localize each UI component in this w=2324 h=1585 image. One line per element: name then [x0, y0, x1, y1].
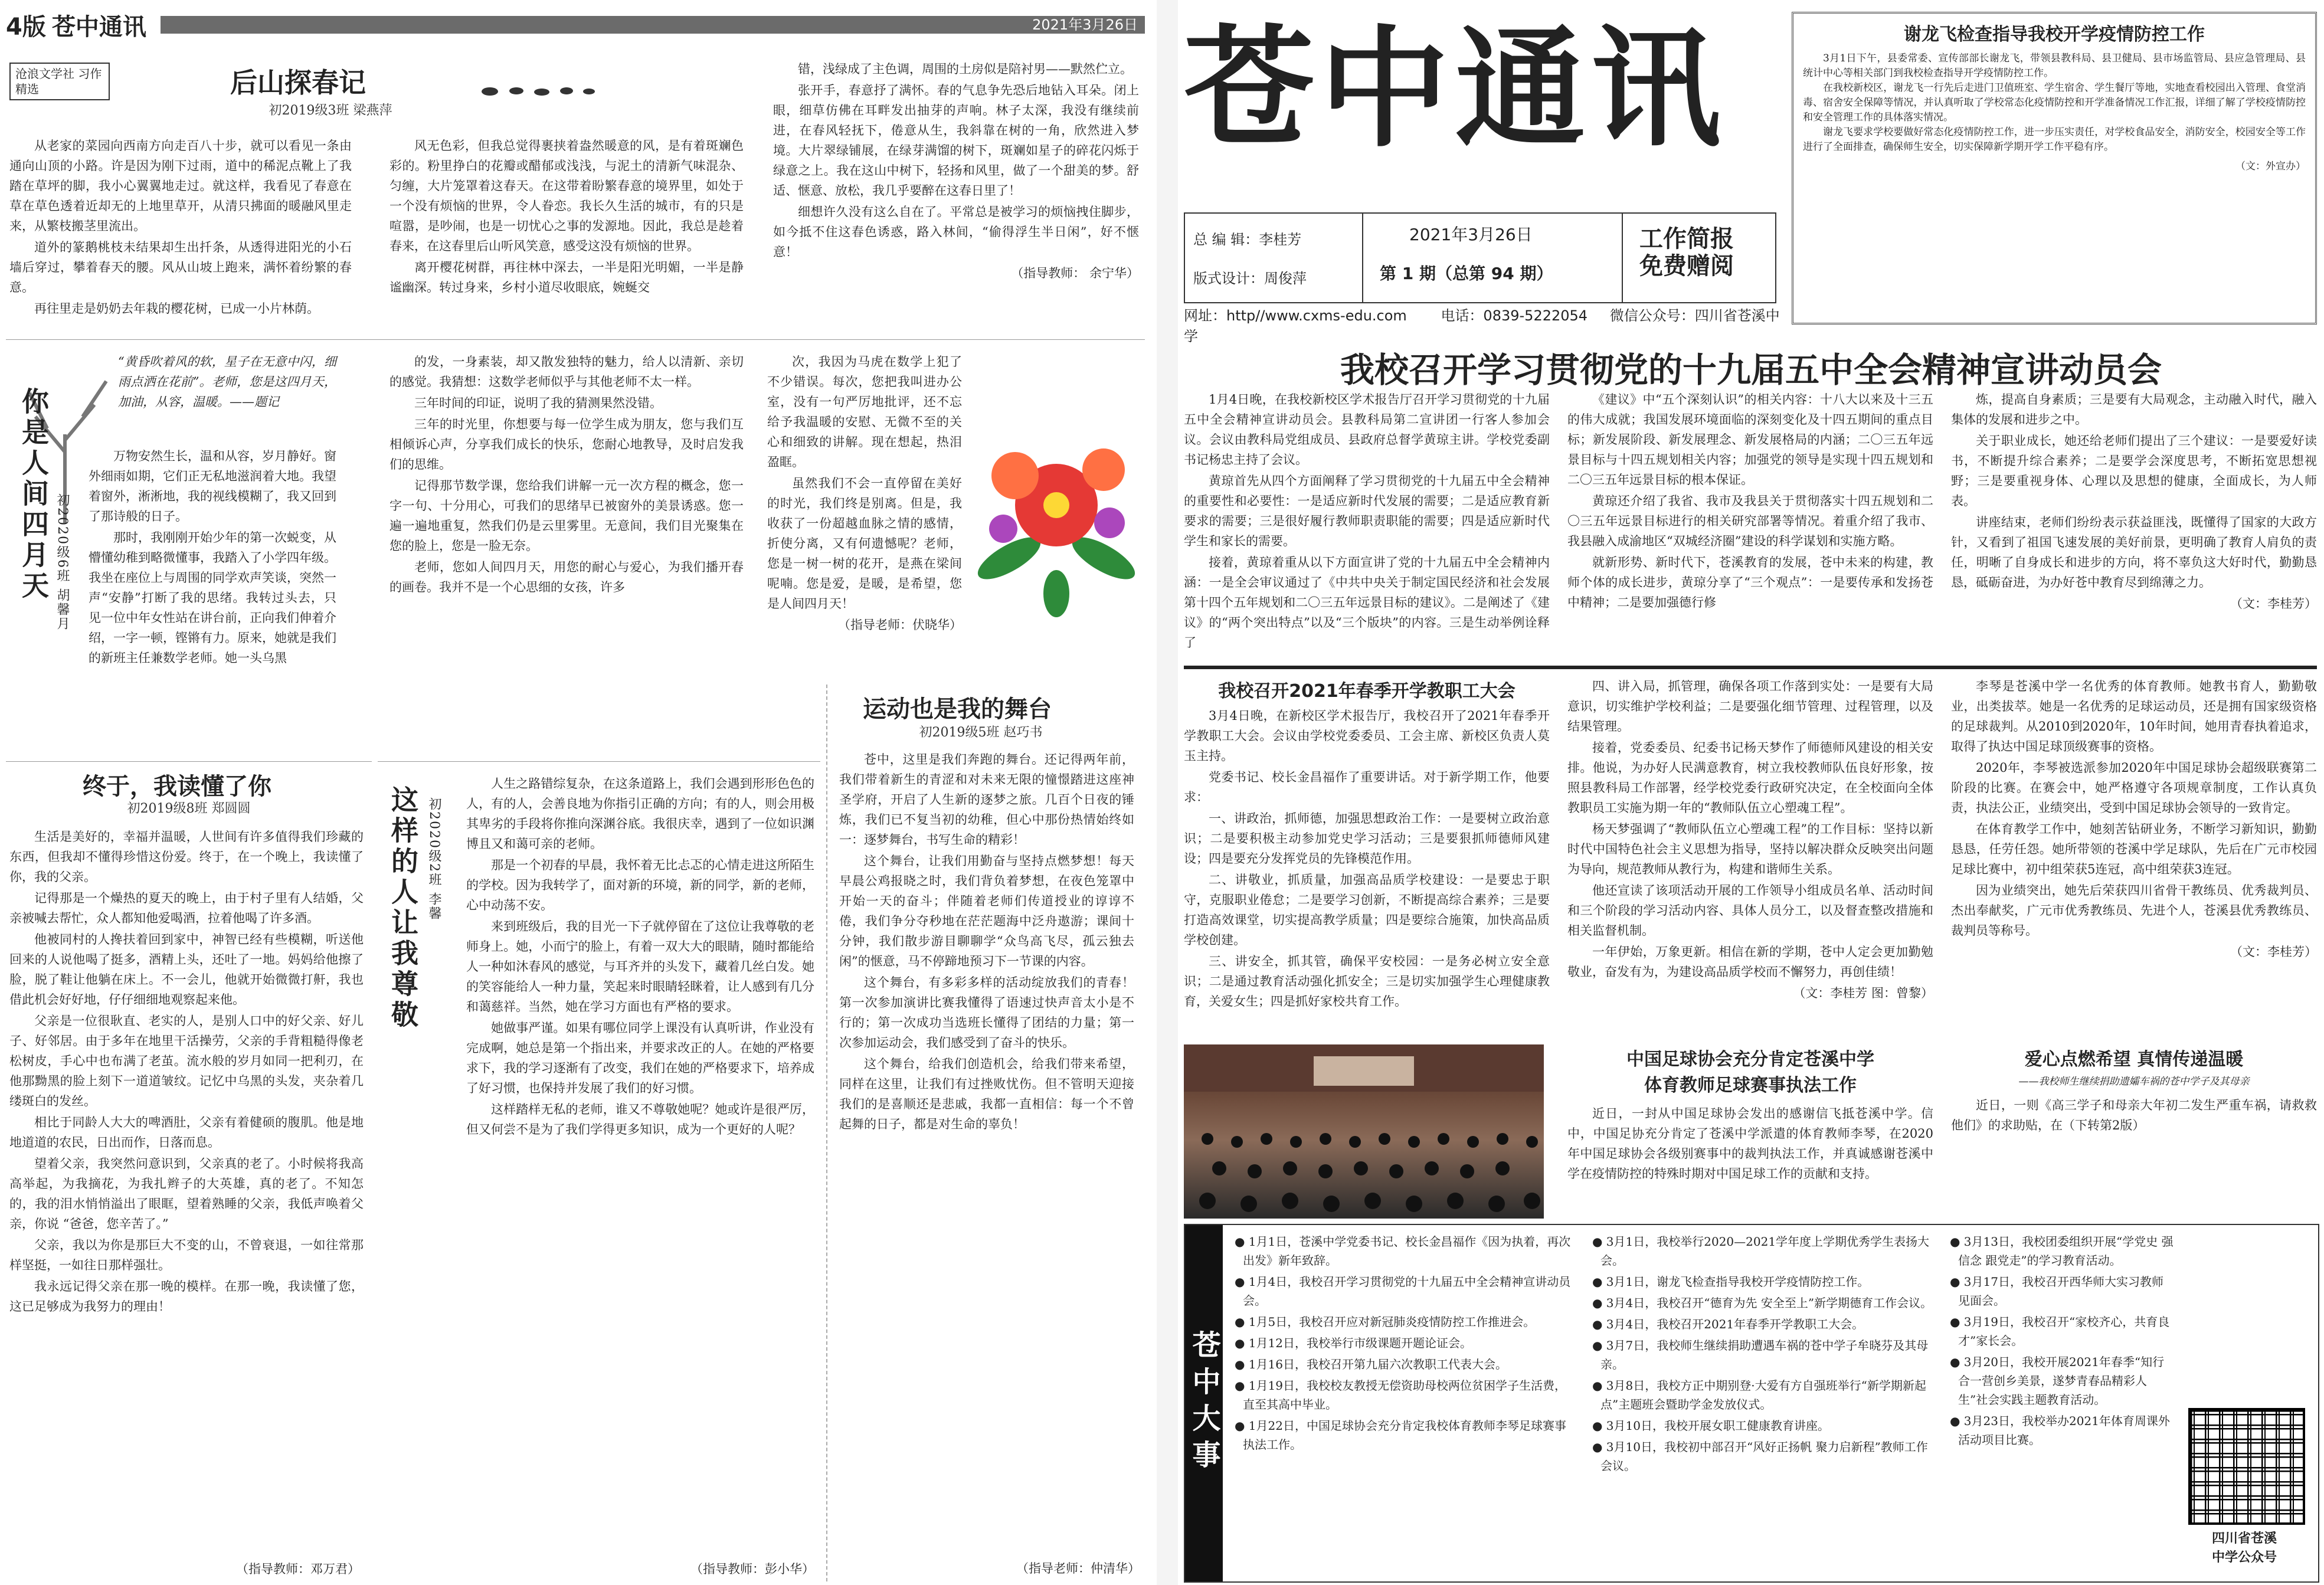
flower-illustration-icon: [968, 423, 1145, 617]
publication-info: [1184, 212, 1776, 303]
paper-name-small: 苍中通讯: [51, 12, 146, 41]
credit: （文：李桂芳）: [2230, 597, 2317, 611]
paragraph: 这个舞台，给我们创造机会，给我们带来希望，同样在这里，让我们有过挫败忧伤。但不管明天迎接我们的是喜顺还是悲戚，我都一直相信：每一个不曾起舞的日子，都是对生命的辜负！: [839, 1057, 1134, 1131]
paragraph: 就新形势、新时代下，苍溪教育的发展，苍中未来的构建，教师个体的成长进步，黄琼分享了“三个观点”：一是要传承和发扬苍中精神；二是要加强德行修: [1567, 555, 1933, 610]
list-item: ● 3月23日，我校举办2021年体育周课外活动项目比赛。: [1950, 1414, 2170, 1447]
story-title-line: 中国足球协会充分肯定苍溪中学: [1626, 1049, 1874, 1070]
issue-number: 第 1 期（总第 94 期）: [1380, 264, 1553, 283]
page-number: 4版: [6, 13, 46, 41]
paragraph: 在体育教学工作中，她刻苦钻研业务，不断学习新知识，勤勤恳恳，任劳任怨。她所带领的苍溪中学足球队，先后在广元市校园足球比赛中，初中组荣获5连冠，高中组荣获3连冠。: [1951, 822, 2317, 876]
paragraph: 老师，您如人间四月天，用您的耐心与爱心，为我们播开春的画卷。我并不是一个心思细的女孩，许多: [389, 560, 744, 594]
epigraph: “黄昏吹着风的软，星子在无意中闪，细雨点洒在花前”。老师，您是这四月天，加油，从容，温暖。——题记: [118, 355, 336, 409]
paragraph: 接着，党委委员、纪委书记杨天梦作了师德师风建设的相关安排。他说，为办好人民满意教育，树立我校教师队伍良好形象，按照县教科局工作部署，经学校党委行政研究决定，在全校面向全体教职员工实施为期一年的“教师队伍立心塑魂工程”。: [1567, 741, 1933, 815]
contact-row: [1184, 304, 1786, 345]
credit: （文：李桂芳 图：曾黎）: [1793, 986, 1933, 1000]
article-respect-teacher: [378, 761, 820, 1582]
header-date-bar: [161, 16, 1145, 34]
paragraph: 相比于同龄人大大的啤酒肚，父亲有着健硕的腹肌。他是地地道道的农民，日出而作，日落而息。: [9, 1115, 364, 1150]
paragraph: 炼，提高自身素质；三是要有大局观念，主动融入时代，融入集体的发展和进步之中。: [1951, 392, 2317, 427]
list-item: ● 3月8日，我校方正中期别登·大爱有方自强班举行“新学期新起点”主题班会暨助学金发放仪式。: [1592, 1378, 1926, 1412]
qr-code-icon[interactable]: [2188, 1408, 2305, 1525]
paragraph: 近日，一则《高三学子和母亲大年初二发生严重车祸，请救救他们》的求助贴，在（下转第2版）: [1951, 1098, 2317, 1132]
editor-row: [1193, 228, 1301, 248]
teacher-credit: （指导教师：彭小华）: [690, 1562, 814, 1576]
editor-name: 李桂芳: [1259, 231, 1302, 248]
paragraph: 李琴是苍溪中学一名优秀的体育教师。她教书育人，勤勤敬业，出类拔萃。她是一名优秀的足球运动员，还是拥有国家级资格的足球裁判。从2010到2020年，10年时间，她用青春执着追求，取得了执达中国足球顶级赛事的资格。: [1951, 679, 2317, 754]
paragraph: 张开手，春意抒了满怀。春的气息争先恐后地钻入耳朵。闭上眼，细草仿佛在耳畔发出抽芽的声响。林子太深，我没有继续前进，在春风轻抚下，倦意从生，我斜靠在树的一角，欣然进入梦境。大片翠绿铺展，在绿芽满馏的树下，斑斓如星子的碎花闪烁于绿意之上。我在这山中树下，轻扬和风里，做了一个甜美的梦。舒适、惬意、放松，我几乎要醉在这春日里了！: [773, 83, 1139, 198]
paragraph: 三年的时光里，你想要与每一位学生成为朋友，您与我们互相倾诉心声，分享我们成长的快乐，您耐心地教导，及时启发我们的思维。: [389, 417, 744, 471]
designer-row: [1193, 267, 1307, 287]
top-news-body: [1803, 51, 2306, 155]
designer-name: 周俊萍: [1264, 270, 1307, 287]
list-item: ● 3月4日，我校召开2021年春季开学教职工大会。: [1592, 1317, 1864, 1331]
free-badge: [1639, 225, 1734, 280]
badge-line: 免费赠阅: [1639, 253, 1734, 280]
paragraph: 记得那是一个燥热的夏天的晚上，由于村子里有人结婚，父亲被喊去帮忙，众人都知他爱喝酒，拉着他喝了许多酒。: [9, 891, 364, 925]
events-column-3: [1950, 1232, 2174, 1452]
paragraph: 因为业绩突出，她先后荣获四川省骨干教练员、优秀裁判员、杰出奉献奖，广元市优秀教练员、先进个人，苍溪县优秀教练员、裁判员等称号。: [1951, 883, 2317, 938]
article-byline: 初2019级8班 郑圆圆: [127, 801, 251, 816]
list-item: ● 3月13日，我校团委组织开展“学党史 强信念 跟党走”的学习教育活动。: [1950, 1234, 2174, 1268]
page-gutter: [1157, 0, 1178, 1585]
paragraph: 三年时间的印证，说明了我的猜测果然没错。: [414, 396, 662, 410]
school-events: [1184, 1224, 2319, 1583]
page-header: [6, 8, 1145, 41]
story-column-2: [1567, 676, 1933, 1036]
paragraph: 一年伊始，万象更新。相信在新的学期，苍中人定会更加勤勉敬业，奋发有为，为建设高品质学校而不懈努力，再创佳绩！: [1567, 945, 1933, 979]
masthead: [1184, 12, 1786, 224]
article-byline: 初2019级5班 赵巧书: [919, 725, 1043, 740]
article-body: [839, 749, 1134, 1546]
section-rule: [1184, 666, 2317, 669]
list-item: ● 3月10日，我校开展女职工健康教育讲座。: [1592, 1419, 1829, 1433]
teacher-credit: （指导老师：仲清华）: [1016, 1561, 1140, 1576]
main-story: [1184, 389, 2317, 661]
list-item: ● 3月10日，我校初中部召开“风好正扬帆 聚力启新程”教师工作会议。: [1592, 1440, 1928, 1473]
main-headline: 我校召开学习贯彻党的十九届五中全会精神宣讲动员会: [1340, 350, 2162, 390]
paragraph: 这个舞台，有多彩多样的活动绽放我们的青春！第一次参加演讲比赛我懂得了语速过快声音太小是不行的；第一次成功当选班长懂得了团结的力量；第一次参加运动会，我们感受到了奋斗的快乐。: [839, 975, 1134, 1050]
list-item: ● 3月7日，我校师生继续捐助遭遇车祸的苍中学子牟晓芬及其母亲。: [1592, 1338, 1929, 1371]
editor-label: 总 编 辑：: [1193, 231, 1259, 248]
list-item: ● 1月16日，我校召开第九届六次教职工代表大会。: [1235, 1357, 1507, 1371]
credit: （文：李桂芳）: [2230, 945, 2317, 959]
list-item: ● 1月5日，我校召开应对新冠肺炎疫情防控工作推进会。: [1235, 1315, 1536, 1329]
paragraph: 的发，一身素装，却又散发独特的魅力，给人以清新、亲切的感觉。我猜想：这数学老师似乎与其他老师不太一样。: [389, 355, 744, 389]
paragraph: 在我校新校区，谢龙飞一行先后走进门卫值班室、学生宿舍、学生餐厅等地，实地查看校园出入管理、食堂消毒、宿舍安全保障等情况，并认真听取了学校常态化疫情防控和开学准备情况工作汇报，详细了解了学校疫情防控和安全管理工作的具体落实情况。: [1803, 82, 2306, 123]
article-body: [9, 827, 364, 1558]
issue-date: 2021年3月26日: [1409, 225, 1533, 244]
paragraph: 一、讲政治，抓师德，加强思想政治工作：一是要树立政治意识；二是要积极主动参加党史学习活动；三是要狠抓师德师风建设；四是要充分发挥党员的先锋模范作用。: [1184, 811, 1550, 866]
list-item: ● 3月19日，我校召开“家校齐心，共育良才”家长会。: [1950, 1315, 2170, 1348]
list-item: ● 1月19日，我校校友教授无偿资助母校两位贫困学子生活费，直至其高中毕业。: [1235, 1378, 1566, 1412]
meeting-photo: [1184, 1044, 1544, 1219]
top-news-title: 谢龙飞检查指导我校开学疫情防控工作: [1904, 24, 2205, 45]
article-title: 终于，我读懂了你: [83, 772, 271, 800]
paragraph: 他还宣读了该项活动开展的工作领导小组成员名单、活动时间和三个阶段的学习活动内容、具体人员分工，以及督查整改措施和相关监督机制。: [1567, 883, 1933, 938]
paragraph: 父亲，我以为你是那巨大不变的山，不曾衰退，一如往常那样坚挺，一如往日那样强壮。: [9, 1238, 364, 1272]
teacher-credit: （指导教师：邓万君）: [236, 1562, 360, 1576]
paragraph: 这个舞台，让我们用勤奋与坚持点燃梦想！每天早晨公鸡报晓之时，我们背负着梦想，在夜色笼罩中开始一天的奋斗；伴随着老师们传道授业的谆谆不倦，我们争分夺秒地在茫茫题海中泛舟遨游；课间十分钟，我们散步游目聊聊学“众鸟高飞尽，孤云独去闲”的惬意，马不停蹄地预习下一节课的内容。: [839, 854, 1134, 968]
paragraph: 记得那节数学课，您给我们讲解一元一次方程的概念，您一字一句、十分用心，可我们的思绪早已被窗外的美景诱惑。您一遍一遍地重复，然我们仍是云里雾里。无意间，我们目光聚集在您的脸上，您是一脸无奈。: [389, 479, 744, 553]
paragraph: 细想许久没有这么自在了。平常总是被学习的烦恼拽住脚步，如今抵不住这春色诱惑，路入林间，“偷得浮生半日闲”，好不惬意！: [773, 205, 1139, 259]
article-understand-father: [6, 761, 372, 1582]
paragraph: 四、讲入局，抓管理，确保各项工作落到实处：一是要有大局意识，切实维护学校利益；二是要强化细节管理、过程管理，以及结果管理。: [1567, 679, 1933, 733]
article-column-3: [773, 59, 1139, 283]
article-spring-hill: [6, 59, 1145, 330]
article-title: 这样的人让我尊敬: [387, 785, 419, 1031]
article-title: 运动也是我的舞台: [863, 695, 1052, 723]
article-column-3: [767, 352, 962, 635]
paragraph: 3月1日下午，县委常委、宣传部部长谢龙飞，带领县教科局、县卫健局、县市场监管局、县应急管理局、县统计中心等相关部门到我校检查指导开学疫情防控工作。: [1803, 53, 2306, 79]
designer-label: 版式设计：: [1193, 270, 1264, 287]
paragraph: 党委书记、校长金昌福作了重要讲话。对于新学期工作，他要求：: [1184, 770, 1550, 804]
divider: [1362, 214, 1363, 302]
qr-caption-line: 中学公众号: [2211, 1550, 2277, 1565]
paragraph: 三、讲安全，抓其管，确保平安校园：一是务必树立安全意识；二是通过教育活动强化抓安全；三是切实加强学生心理健康教育，关爱女生；四是抓好家校共育工作。: [1184, 954, 1550, 1008]
paragraph: 道外的篆鹅桃枝未结果却生出扦条，从透得进阳光的小石墙后穿过，攀着春天的腰。风从山坡上跑来，满怀着纷繁的春意。: [9, 240, 352, 294]
paragraph: 黄琼还介绍了我省、我市及我县关于贯彻落实十四五规划和二〇三五年远景目标进行的相关研究部署等情况。着重介绍了我市、我县融入成渝地区“双城经济圈”建设的科学谋划和实施方略。: [1567, 494, 1933, 548]
article-byline: 初2019级3班 梁燕萍: [269, 103, 392, 118]
article-column-1: [89, 446, 336, 669]
paragraph: 错，浅绿成了主色调，周围的土房似是陪衬男——默然伫立。: [798, 62, 1132, 76]
paragraph: 她做事严谨。如果有哪位同学上课没有认真听讲，作业没有完成啊，她总是第一个指出来，并要求改正的人。在她的严格要求下，我的学习逐渐有了改变，我们在她的严格要求下，培养成了好习惯，也保持并发展了我们的好习惯。: [466, 1021, 814, 1095]
paragraph: 讲座结束，老师们纷纷表示获益匪浅，既懂得了国家的大政方针，又看到了祖国飞速发展的美好前景，更明确了教育人肩负的责任，明晰了自身成长和进步的方向，将不辜负这大好时代，勤勤恳恳，砥砺奋进，为办好苍中教育尽到绵薄之力。: [1951, 515, 2317, 590]
paragraph: 关于职业成长，她还给老师们提出了三个建议：一是要爱好读书，不断提升综合素养；二是要学会深度思考，不断拓宽思想视野；三是要重视身体、心理以及思想的健康，全面成长，为人师表。: [1951, 434, 2317, 508]
paragraph: 再往里走是奶奶去年栽的樱花树，已成一小片林荫。: [34, 302, 319, 316]
story-body: [1567, 1103, 1933, 1185]
story-subtitle: ——我校师生继续捐助遗孀车祸的苍中学子及其母亲: [2018, 1076, 2250, 1088]
club-tag: 沧浪文学社 习作精选: [9, 63, 110, 100]
paragraph: 望着父亲，我突然问意识到，父亲真的老了。小时候将我高高举起，为我摘花，为我扎辫子的大英雄，真的老了。不知怎的，我的泪水悄悄溢出了眼眶，望着熟睡的父亲，我低声唤着父亲，你说 “爸爸，您辛苦了。”: [9, 1157, 364, 1231]
story-football-referee: [1567, 1044, 1933, 1219]
story-li-qin: [1951, 673, 2317, 1039]
paragraph: 人生之路错综复杂，在这条道路上，我们会遇到形形色色的人，有的人，会善良地为你指引正确的方向；有的人，则会用极其卑劣的手段将你推向深渊谷底。我很庆幸，遇到了一位如识渊博且又和蔼可亲的老师。: [466, 777, 814, 851]
right-page: [1178, 0, 2324, 1585]
paragraph: 杨天梦强调了“教师队伍立心塑魂工程”的工作目标：坚持以新时代中国特色社会主义思想为指导，坚持以解决群众反映突出问题为导向，规范教师从教行为，构建和谐师生关系。: [1567, 822, 1933, 876]
paragraph: 风无色彩，但我总觉得裹挟着盎然暖意的风，是有着斑斓色彩的。粉里挣白的花瓣或醋郁或浅浅，与泥土的清新气味混杂、匀缠，大片笼罩着这春天。在这带着盼繁春意的境界里，如处于一个没有烦恼的世界，令人眷恋。我长久生活的城市，有的只是喧嚣，是吵闹，也是一切忧心之事的发源地。因此，我总是趁着春来，在这春里后山听风笑意，感受这没有烦恼的世界。: [389, 139, 744, 253]
list-item: ● 1月12日，我校举行市级课题开题论证会。: [1235, 1336, 1472, 1350]
paragraph: 他被同村的人搀扶着回到家中，神智已经有些模糊，听送他回来的人说他喝了挺多，酒精上头，还吐了一地。妈妈给他擦了脸，脱了鞋让他躺在床上。不一会儿，他就开始微微打鼾，我也借此机会好好地，仔仔细细地观察起来他。: [9, 932, 364, 1007]
paragraph: 我永远记得父亲在那一晚的模样。在那一晚，我读懂了您，这已足够成为我努力的理由！: [9, 1279, 364, 1314]
paragraph: 3月4日晚，在新校区学术报告厅，我校召开了2021年春季开学教职工大会。会议由学校党委委员、工会主席、新校区负责人莫玉主持。: [1184, 709, 1550, 763]
paragraph: 那时，我刚刚开始少年的第一次蜕变，从懵懂幼稚到略微懂事，我踏入了小学四年级。我坐在座位上与周围的同学欢声笑谈，突然一声“安静”打断了我的思绪。我转过头去，只见一位中年女性站在讲台前，正向我们伸着介绍，一字一顿，铿锵有力。原来，她就是我们的新班主任兼数学老师。她一头乌黑: [89, 530, 336, 665]
left-page: [0, 0, 1157, 1585]
article-title: 你是人间四月天: [18, 387, 50, 602]
list-item: ● 1月22日，中国足球协会充分肯定我校体育教师李琴足球赛事执法工作。: [1235, 1419, 1566, 1452]
article-column-2: [389, 136, 744, 299]
article-title: 后山探春记: [230, 67, 366, 99]
story-body: [1951, 1095, 2317, 1137]
article-body: [466, 774, 814, 1553]
badge-line: 工作简报: [1639, 225, 1734, 253]
paragraph: 离开樱花树群，再往林中深去，一半是阳光明媚，一半是静谧幽深。转过身来，乡村小道尽收眼底，婉蜒交: [389, 260, 744, 294]
qr-caption: [2182, 1530, 2306, 1567]
events-column-1: [1235, 1232, 1577, 1456]
teacher-credit: （指导教师： 余宁华）: [1011, 266, 1139, 280]
masthead-title: 苍中通讯: [1184, 12, 1727, 165]
paragraph: 那是一个初春的早晨，我怀着无比忐忑的心情走进这所陌生的学校。因为我转学了，面对新的环境，新的同学，新的老师，心中动荡不安。: [466, 858, 814, 912]
paragraph: 2020年，李琴被选派参加2020年中国足球协会超级联赛第二阶段的比赛。在赛会中，她严格遵守各项规章制度，工作认真负责，执法公正，业绩突出，受到中国足球协会领导的一致肯定。: [1951, 761, 2317, 815]
events-column-2: [1592, 1232, 1935, 1478]
article-byline: 初2020级6班 胡馨月: [55, 493, 70, 631]
wechat: 微信公众号：四川省苍溪中学: [1184, 307, 1780, 345]
story-charity: [1951, 1044, 2317, 1219]
paragraph: 接着，黄琼着重从以下方面宣讲了党的十九届五中全会精神内涵：一是全会审议通过了《中共中央关于制定国民经济和社会发展第十四个五年规划和二〇三五年远景目标的建议》。二是阐述了《建议》的“两个突出特点”以及“三个版块”的内容。三是生动举例诠释了: [1184, 555, 1550, 650]
story-title: 爱心点燃希望 真情传递温暖: [2024, 1049, 2244, 1070]
story-title-line: 体育教师足球赛事执法工作: [1644, 1075, 1857, 1096]
paragraph: 次，我因为马虎在数学上犯了不少错误。每次，您把我叫进办公室，没有一句严厉地批评，还不忘给予我温暖的安慰、无微不至的关心和细致的讲解。现在想起，热泪盈眶。: [767, 355, 962, 469]
paragraph: 父亲是一位很耿直、老实的人，是别人口中的好父亲、好儿子、好邻居。由于多年在地里干活操劳，父亲的手背粗糙得像老松树皮，手心中也布满了老茧。流水般的岁月如同一把利刃，在他那黝黑的脸上刻下一道道皱纹。记忆中乌黑的头发，夹杂着几缕斑白的发丝。: [9, 1014, 364, 1108]
qr-caption-line: 四川省苍溪: [2211, 1531, 2277, 1546]
list-item: ● 3月4日，我校召开“德育为先 安全至上”新学期德育工作会议。: [1592, 1296, 1933, 1310]
paragraph: 这样踏样无私的老师，谁又不尊敬她呢？她或许是很严厉，但又何尝不是为了我们学得更多知识，成为一个更好的人呢？: [466, 1102, 814, 1137]
paragraph: 万物安然生长，温和从容，岁月静好。窗外细雨如期，它们正无私地滋润着大地。我望着窗外，淅淅地，我的视线模糊了，我又回到了那诗般的日子。: [89, 449, 336, 523]
events-label: 苍中大事: [1185, 1225, 1223, 1581]
article-sports-stage: [826, 685, 1146, 1581]
list-item: ● 3月1日，我校举行2020—2021学年度上学期优秀学生表扬大会。: [1592, 1234, 1930, 1268]
paragraph: 来到班级后，我的目光一下子就停留在了这位让我尊敬的老师身上。她，小而宁的脸上，有着一双大大的眼睛，随时都能给人一种如沐春风的感觉，与耳齐并的头发下，藏着几丝白发。她的笑容能给人一种力量，笑起来时眼睛轻眯着，让人感到有几分和蔼慈祥。当然，她在学习方面也有严格的要求。: [466, 919, 814, 1014]
website[interactable]: 网址：http//www.cxms-edu.com: [1184, 307, 1407, 324]
phone: 电话：0839-5222054: [1441, 307, 1588, 324]
article-column-1: [9, 136, 352, 320]
list-item: ● 1月1日，苍溪中学党委书记、校长金昌福作《因为执着，再次出发》新年致辞。: [1235, 1234, 1571, 1268]
article-byline: 初2020级2班 李馨: [427, 797, 441, 921]
story-body: [1951, 676, 2317, 1036]
ink-splash-icon: [478, 83, 596, 100]
paragraph: 《建议》中“五个深刻认识”的相关内容：十八大以来及十三五的伟大成就；我国发展环境面临的深刻变化及十四五期间的重点目标；新发展阶段、新发展理念、新发展格局的内涵；二〇三五年远景目标与十四五规划相关内容；加强党的领导是实现十四五规划和二〇三五年远景目标的根本保证。: [1567, 392, 1933, 487]
story-column-1: [1184, 706, 1550, 1036]
story-column-2: [1567, 389, 1933, 614]
paragraph: 谢龙飞要求学校要做好常态化疫情防控工作，进一步压实责任，对学校食品安全，消防安全，校园安全等工作进行了全面排查，确保师生安全，切实保障新学期开学工作平稳有序。: [1803, 126, 2306, 153]
story-staff-meeting: [1184, 673, 1945, 1039]
paragraph: 二、讲敬业，抓质量，加强高品质学校建设：一是要忠于职守，克服职业倦怠；二是要学习创新，不断提高综合素养；三是要打造高效课堂，切实提高教学质量；四是要综合施策，加快高品质学校创建。: [1184, 873, 1550, 947]
list-item: ● 3月17日，我校召开西华师大实习教师见面会。: [1950, 1275, 2163, 1308]
story-title: 我校召开2021年春季开学教职工大会: [1218, 681, 1515, 702]
list-item: ● 3月20日，我校开展2021年春季“知行合一营创乡美景，遂梦青春品精彩人生”社会实践主题教育活动。: [1950, 1355, 2165, 1407]
paragraph: 近日，一封从中国足球协会发出的感谢信飞抵苍溪中学。信中，中国足协充分肯定了苍溪中学派遣的体育教师李琴，在2020年中国足球协会各级别赛事中的裁判执法工作，并真诚感谢苍溪中学在疫情防控的特殊时期对中国足球工作的贡献和支持。: [1567, 1106, 1933, 1181]
paragraph: 苍中，这里是我们奔跑的舞台。还记得两年前，我们带着新生的青涩和对未来无限的憧憬踏进这座神圣学府，开启了人生新的逐梦之旅。几百个日夜的锤炼，我们已不复当初的幼稚，但心中那份热情始终如一：逐梦舞台，书写生命的精彩！: [839, 752, 1134, 847]
paragraph: 虽然我们不会一直停留在美好的时光，我们终是别离。但是，我收获了一份超越血脉之情的感情，折使分离，又有何遗憾呢？老师，您是一树一树的花开，是燕在梁间呢喃。您是爱，是暖，是希望，您是人间四月天！: [767, 476, 962, 611]
divider: [1622, 214, 1623, 302]
paragraph: 1月4日晚，在我校新校区学术报告厅召开学习贯彻党的十九届五中全会精神宣讲动员会。县教科局第二宣讲团一行客人参加会议。会议由教科局党组成员、县政府总督学黄琼主讲。学校党委副书记杨忠主持了会议。: [1184, 392, 1550, 467]
top-news-box: [1792, 12, 2317, 325]
paragraph: 生活是美好的，幸福并温暖，人世间有许多值得我们珍藏的东西，但我却不懂得珍惜这份爱。终于，在一个晚上，我读懂了你，我的父亲。: [9, 830, 364, 884]
list-item: ● 1月4日，我校召开学习贯彻党的十九届五中全会精神宣讲动员会。: [1235, 1275, 1571, 1308]
article-column-2: [389, 352, 744, 598]
story-column-3: [1951, 389, 2317, 614]
credit: （文：外宣办）: [2235, 161, 2306, 172]
audience-icon: [1184, 1044, 1544, 1219]
paragraph: 从老家的菜园向西南方向走百八十步，就可以看见一条由通向山顶的小路。许是因为刚下过雨，道中的稀泥点靴上了我踏在草坪的脚，我小心翼翼地走过。就这样，我看见了春意在草在草色透着近却无的上地里草开，从清只拂面的暖融风里走来，从繁枝搬茎里流出。: [9, 139, 352, 233]
list-item: ● 3月1日，谢龙飞检查指导我校开学疫情防控工作。: [1592, 1275, 1870, 1289]
story-column-1: [1184, 389, 1550, 654]
header-date: 2021年3月26日: [1032, 17, 1138, 33]
teacher-credit: （指导老师：伏晓华）: [838, 618, 962, 632]
paragraph: 黄琼首先从四个方面阐释了学习贯彻党的十九届五中全会精神的重要性和必要性：一是适应新时代发展的需要；二是适应教育新要求的需要；三是很好履行教师职责职能的需要；四是适应新时代学生和家长的需要。: [1184, 474, 1550, 548]
